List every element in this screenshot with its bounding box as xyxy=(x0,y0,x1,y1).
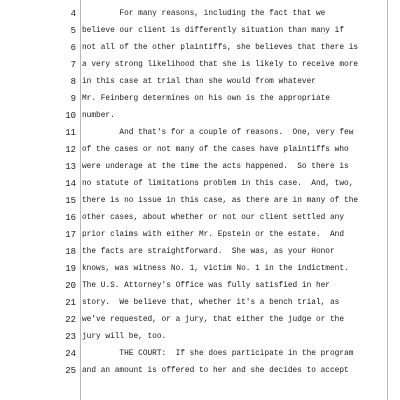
line-number: 23 xyxy=(65,331,76,342)
line-number: 13 xyxy=(65,161,76,172)
transcript-line xyxy=(0,40,400,57)
line-number: 12 xyxy=(65,144,76,155)
transcript-line xyxy=(0,193,400,210)
transcript-line xyxy=(0,363,400,380)
line-text: there is no issue in this case, as there are in many of the xyxy=(82,196,359,205)
line-text: were underage at the time the acts happened. So there is xyxy=(82,162,349,171)
transcript-line xyxy=(0,312,400,329)
transcript-line xyxy=(0,176,400,193)
transcript-line xyxy=(0,142,400,159)
transcript-line xyxy=(0,159,400,176)
line-text: The U.S. Attorney's Office was fully satisfied in her xyxy=(82,281,330,290)
transcript-line xyxy=(0,227,400,244)
line-number: 25 xyxy=(65,365,76,376)
line-number: 14 xyxy=(65,178,76,189)
line-number: 6 xyxy=(70,42,76,53)
line-number: 17 xyxy=(65,229,76,240)
line-text: other cases, about whether or not our client settled any xyxy=(82,213,345,222)
line-number: 8 xyxy=(70,76,76,87)
transcript-line xyxy=(0,261,400,278)
line-number: 18 xyxy=(65,246,76,257)
line-text: the facts are straightforward. She was, as your Honor xyxy=(82,247,335,256)
line-text: and an amount is offered to her and she decides to accept xyxy=(82,366,349,375)
line-text: Mr. Feinberg determines on his own is the appropriate xyxy=(82,94,330,103)
line-number: 24 xyxy=(65,348,76,359)
line-number: 9 xyxy=(70,93,76,104)
line-number: 5 xyxy=(70,25,76,36)
line-text: And that's for a couple of reasons. One, very few xyxy=(82,128,354,137)
line-number: 15 xyxy=(65,195,76,206)
transcript-line xyxy=(0,210,400,227)
line-number: 16 xyxy=(65,212,76,223)
transcript-line xyxy=(0,108,400,125)
line-number: 7 xyxy=(70,59,76,70)
transcript-line xyxy=(0,91,400,108)
transcript-line xyxy=(0,244,400,261)
line-text: no statute of limitations problem in this case. And, two, xyxy=(82,179,354,188)
line-text: believe our client is differently situation than many if xyxy=(82,26,345,35)
line-text: of the cases or not many of the cases have plaintiffs who xyxy=(82,145,349,154)
line-text: not all of the other plaintiffs, she believes that there is xyxy=(82,43,359,52)
line-number: 4 xyxy=(70,8,76,19)
transcript-line xyxy=(0,278,400,295)
line-text: For many reasons, including the fact that we xyxy=(82,9,326,18)
line-text: prior claims with either Mr. Epstein or the estate. And xyxy=(82,230,345,239)
transcript-line xyxy=(0,74,400,91)
line-number: 19 xyxy=(65,263,76,274)
transcript-line xyxy=(0,125,400,142)
transcript-line xyxy=(0,6,400,23)
line-text: story. We believe that, whether it's a bench trial, as xyxy=(82,298,340,307)
line-number: 22 xyxy=(65,314,76,325)
line-text: in this case at trial than she would from whatever xyxy=(82,77,316,86)
line-text: a very strong likelihood that she is likely to receive more xyxy=(82,60,359,69)
line-text: we've requested, or a jury, that either the judge or the xyxy=(82,315,345,324)
line-number: 11 xyxy=(65,127,76,138)
line-number: 20 xyxy=(65,280,76,291)
transcript-line xyxy=(0,346,400,363)
line-text: jury will be, too. xyxy=(82,332,167,341)
transcript-line xyxy=(0,57,400,74)
line-text: THE COURT: If she does participate in the program xyxy=(82,349,354,358)
line-number: 10 xyxy=(65,110,76,121)
transcript-line xyxy=(0,23,400,40)
line-number: 21 xyxy=(65,297,76,308)
line-text: knows, was witness No. 1, victim No. 1 in the indictment. xyxy=(82,264,349,273)
transcript-line xyxy=(0,295,400,312)
line-text: number. xyxy=(82,111,115,120)
transcript-line xyxy=(0,329,400,346)
